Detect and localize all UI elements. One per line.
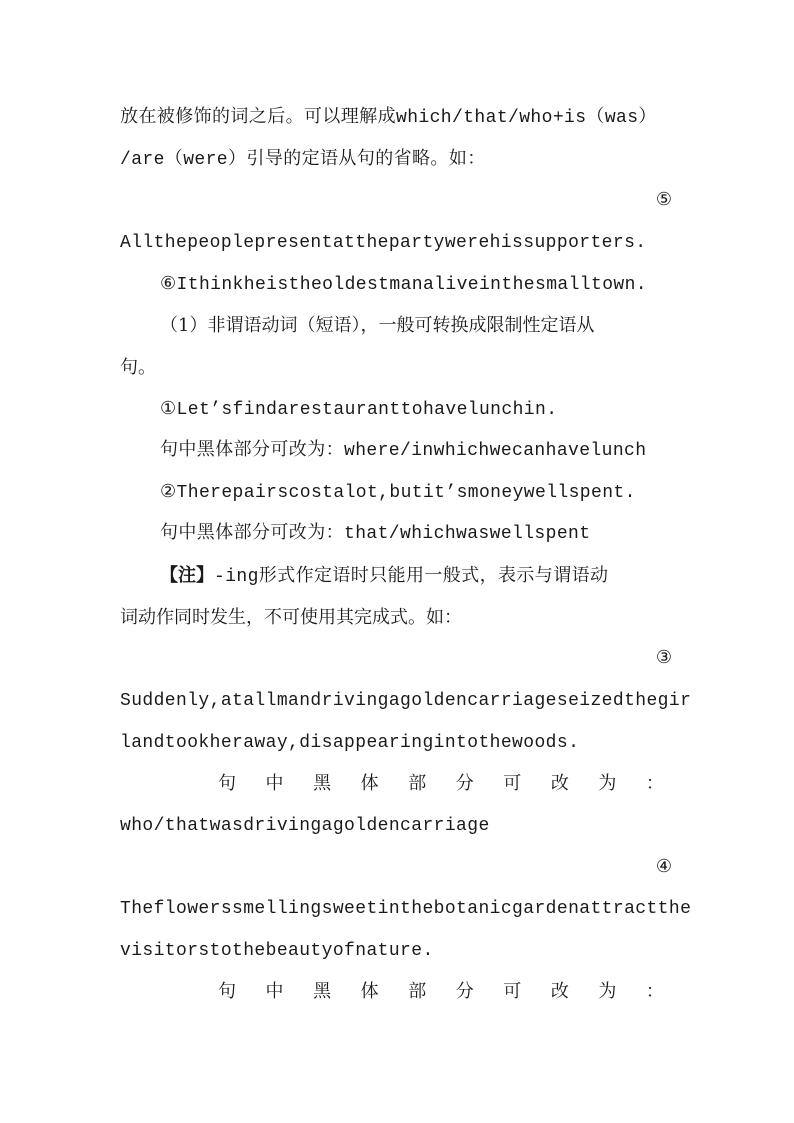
example-sentence: ⑥Ithinkheistheoldestmanaliveinthesmalltown. xyxy=(160,275,648,295)
spaced-char: 改 xyxy=(550,981,569,1002)
spaced-char: 中 xyxy=(265,981,284,1002)
example-sentence: Theflowerssmellingsweetinthebotanicgardenattractthe xyxy=(120,899,692,919)
spaced-char: 黑 xyxy=(313,981,332,1002)
spaced-char: 体 xyxy=(360,773,379,794)
spaced-char: 句 xyxy=(218,981,236,1002)
spaced-char: 部 xyxy=(408,773,427,794)
example-number: ③ xyxy=(655,647,672,668)
rewrite-prefix-spaced xyxy=(218,772,664,796)
spaced-char: 句 xyxy=(218,773,236,794)
spaced-char: ： xyxy=(645,981,664,1002)
spaced-char: 可 xyxy=(503,981,522,1002)
example-sentence: Suddenly,atallmandrivingagoldencarriageseizedthegir xyxy=(120,691,692,711)
paragraph-line: /are（were）引导的定语从句的省略。如： xyxy=(120,150,486,170)
spaced-char: 部 xyxy=(408,981,427,1002)
example-sentence: visitorstothebeautyofnature. xyxy=(120,941,434,961)
note-text: -ing形式作定语时只能用一般式，表示与谓语动 xyxy=(214,567,609,587)
paragraph-line: 放在被修饰的词之后。可以理解成which/that/who+is（was） xyxy=(120,108,657,128)
spaced-char: 为 xyxy=(598,773,617,794)
example-number: ④ xyxy=(655,856,672,877)
spaced-char: 中 xyxy=(265,773,284,794)
spaced-char: 可 xyxy=(503,773,522,794)
example-sentence: ②Therepairscostalot,butit’smoneywellspent. xyxy=(160,483,636,503)
paragraph-line: 句。 xyxy=(120,357,156,378)
rewrite-note: who/thatwasdrivingagoldencarriage xyxy=(120,816,490,836)
spaced-char: 改 xyxy=(550,773,569,794)
paragraph-line: 词动作同时发生，不可使用其完成式。如： xyxy=(120,607,462,628)
spaced-char: ： xyxy=(645,773,664,794)
note-line xyxy=(160,564,712,589)
example-sentence: landtookheraway,disappearingintothewoods. xyxy=(120,733,580,753)
section-heading: （1）非谓语动词（短语），一般可转换成限制性定语从 xyxy=(160,315,595,336)
spaced-char: 分 xyxy=(455,981,474,1002)
example-sentence: ①Let’sfindarestauranttohavelunchin. xyxy=(160,400,558,420)
note-label: 【注】 xyxy=(160,565,214,586)
example-number: ⑤ xyxy=(655,189,672,210)
spaced-char: 分 xyxy=(455,773,474,794)
spaced-char: 体 xyxy=(360,981,379,1002)
rewrite-note: 句中黑体部分可改为：where/inwhichwecanhavelunch xyxy=(160,441,647,461)
example-sentence: Allthepeoplepresentatthepartywerehissupporters. xyxy=(120,233,647,253)
spaced-char: 黑 xyxy=(313,773,332,794)
rewrite-note: 句中黑体部分可改为：that/whichwaswellspent xyxy=(160,524,591,544)
spaced-char: 为 xyxy=(598,981,617,1002)
rewrite-prefix-spaced xyxy=(218,980,664,1004)
